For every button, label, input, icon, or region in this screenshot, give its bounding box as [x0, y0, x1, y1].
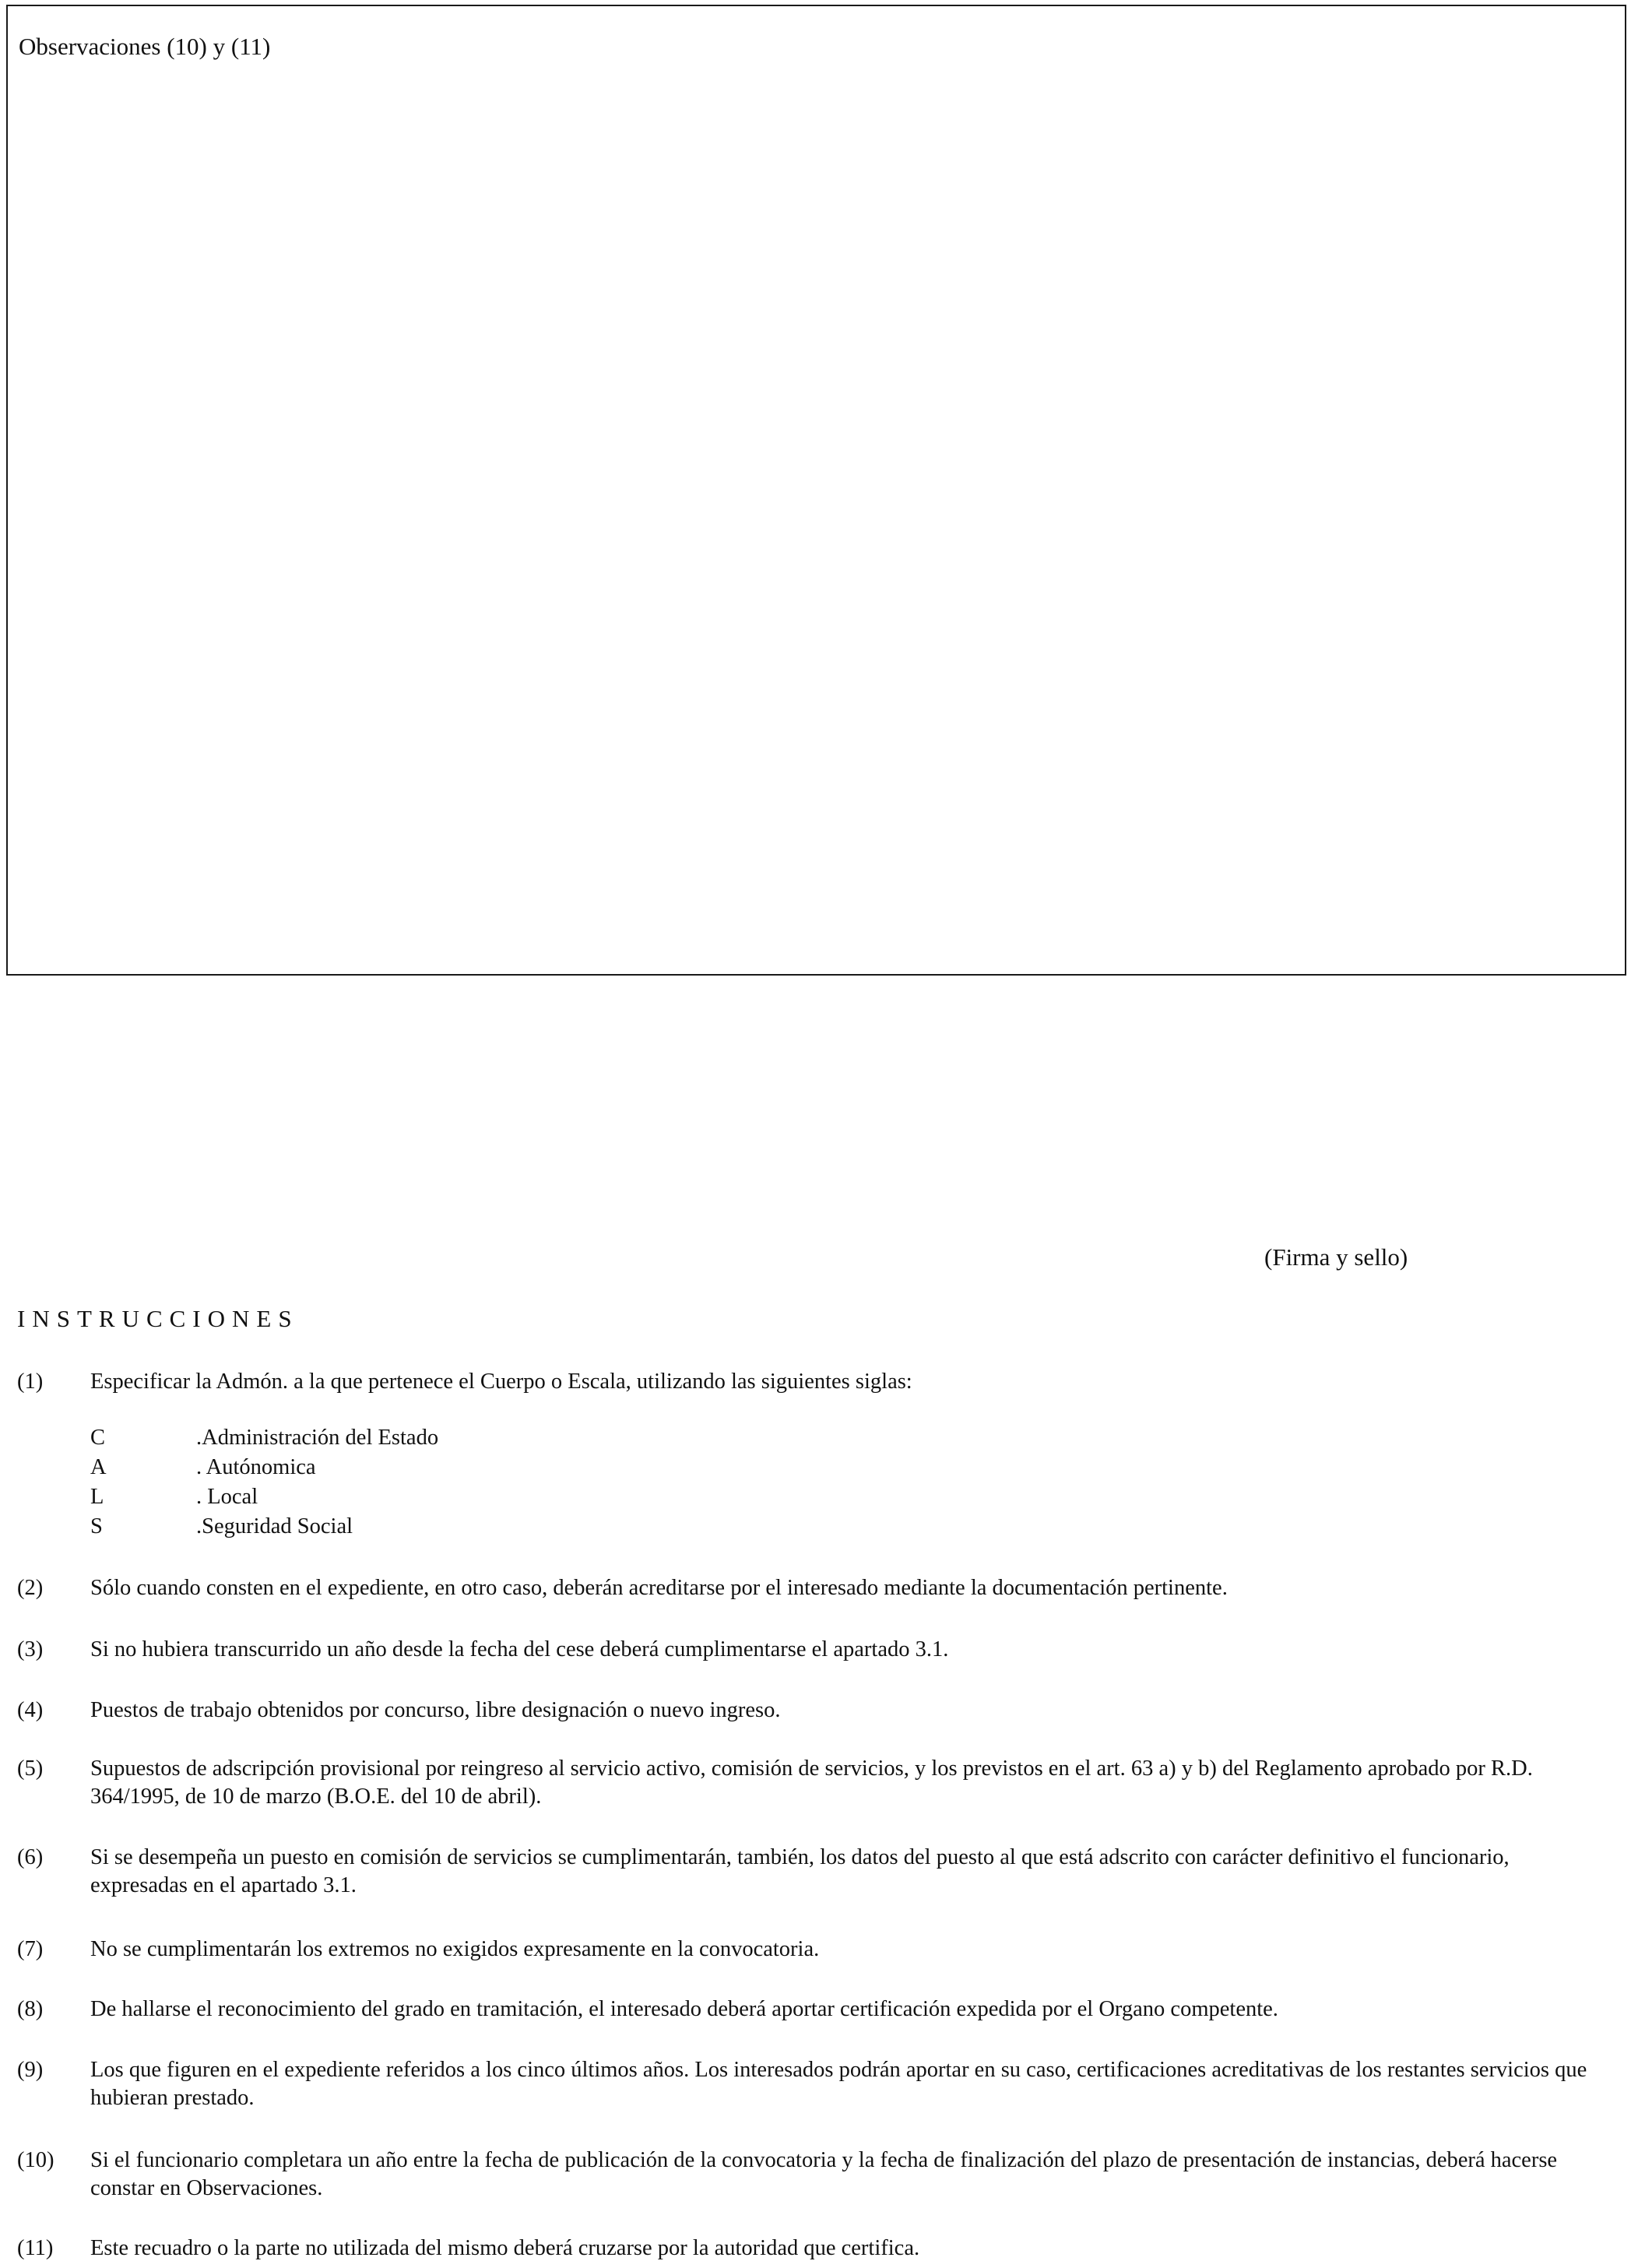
- instruction-number: (4): [17, 1698, 44, 1722]
- sigla-code: L: [90, 1485, 104, 1509]
- instruction-text: No se cumplimentarán los extremos no exigidos expresamente en la convocatoria.: [90, 1937, 820, 1961]
- sigla-description: .Administración del Estado: [196, 1426, 439, 1450]
- sigla-code: A: [90, 1455, 107, 1479]
- observaciones-box: [6, 5, 1626, 976]
- sigla-description: . Local: [196, 1485, 258, 1509]
- instruction-text: Supuestos de adscripción provisional por reingreso al servicio activo, comisión de servicios, y los previstos en el art. 63 a) y b) del Reglamento aprobado por R.D. 364/1995, de 10 de marzo (B.O.E. del 10 de abril).: [90, 1756, 1533, 1809]
- sigla-description: .Seguridad Social: [196, 1514, 353, 1538]
- instruction-number: (11): [17, 2236, 54, 2260]
- instruction-text: Especificar la Admón. a la que pertenece el Cuerpo o Escala, utilizando las siguientes siglas:: [90, 1370, 912, 1394]
- instruction-number: (6): [17, 1845, 44, 1869]
- instruction-number: (8): [17, 1997, 44, 2021]
- instruction-text: Si no hubiera transcurrido un año desde la fecha del cese deberá cumplimentarse el apartado 3.1.: [90, 1637, 949, 1661]
- instruction-number: (3): [17, 1637, 44, 1661]
- instruction-number: (2): [17, 1576, 44, 1600]
- firma-y-sello: (Firma y sello): [1264, 1243, 1408, 1271]
- instruction-text: Este recuadro o la parte no utilizada del mismo deberá cruzarse por la autoridad que certifica.: [90, 2236, 920, 2260]
- instruction-text: Si el funcionario completara un año entre la fecha de publicación de la convocatoria y la fecha de finalización del plazo de presentación de instancias, deberá hacerse constar en Observaciones.: [90, 2148, 1558, 2200]
- instruction-text: De hallarse el reconocimiento del grado en tramitación, el interesado deberá aportar certificación expedida por el Organo competente.: [90, 1997, 1278, 2021]
- instruction-text: Puestos de trabajo obtenidos por concurso, libre designación o nuevo ingreso.: [90, 1698, 781, 1722]
- instruction-number: (5): [17, 1756, 44, 1781]
- instruction-number: (9): [17, 2058, 44, 2082]
- instruction-text: Los que figuren en el expediente referidos a los cinco últimos años. Los interesados podrán aportar en su caso, certificaciones acreditativas de los restantes servicios que hubieran prestado.: [90, 2058, 1587, 2110]
- sigla-code: C: [90, 1426, 106, 1450]
- instruction-text: Si se desempeña un puesto en comisión de servicios se cumplimentarán, también, los datos del puesto al que está adscrito con carácter definitivo el funcionario, expresadas en el apartado 3.1.: [90, 1845, 1510, 1897]
- instruction-number: (1): [17, 1370, 44, 1394]
- instruction-number: (10): [17, 2148, 54, 2172]
- instrucciones-title: INSTRUCCIONES: [17, 1305, 299, 1332]
- sigla-description: . Autónomica: [196, 1455, 316, 1479]
- instruction-number: (7): [17, 1937, 44, 1961]
- instruction-text: Sólo cuando consten en el expediente, en otro caso, deberán acreditarse por el interesado mediante la documentación pertinente.: [90, 1576, 1228, 1600]
- observaciones-label: Observaciones (10) y (11): [19, 33, 271, 60]
- sigla-code: S: [90, 1514, 103, 1538]
